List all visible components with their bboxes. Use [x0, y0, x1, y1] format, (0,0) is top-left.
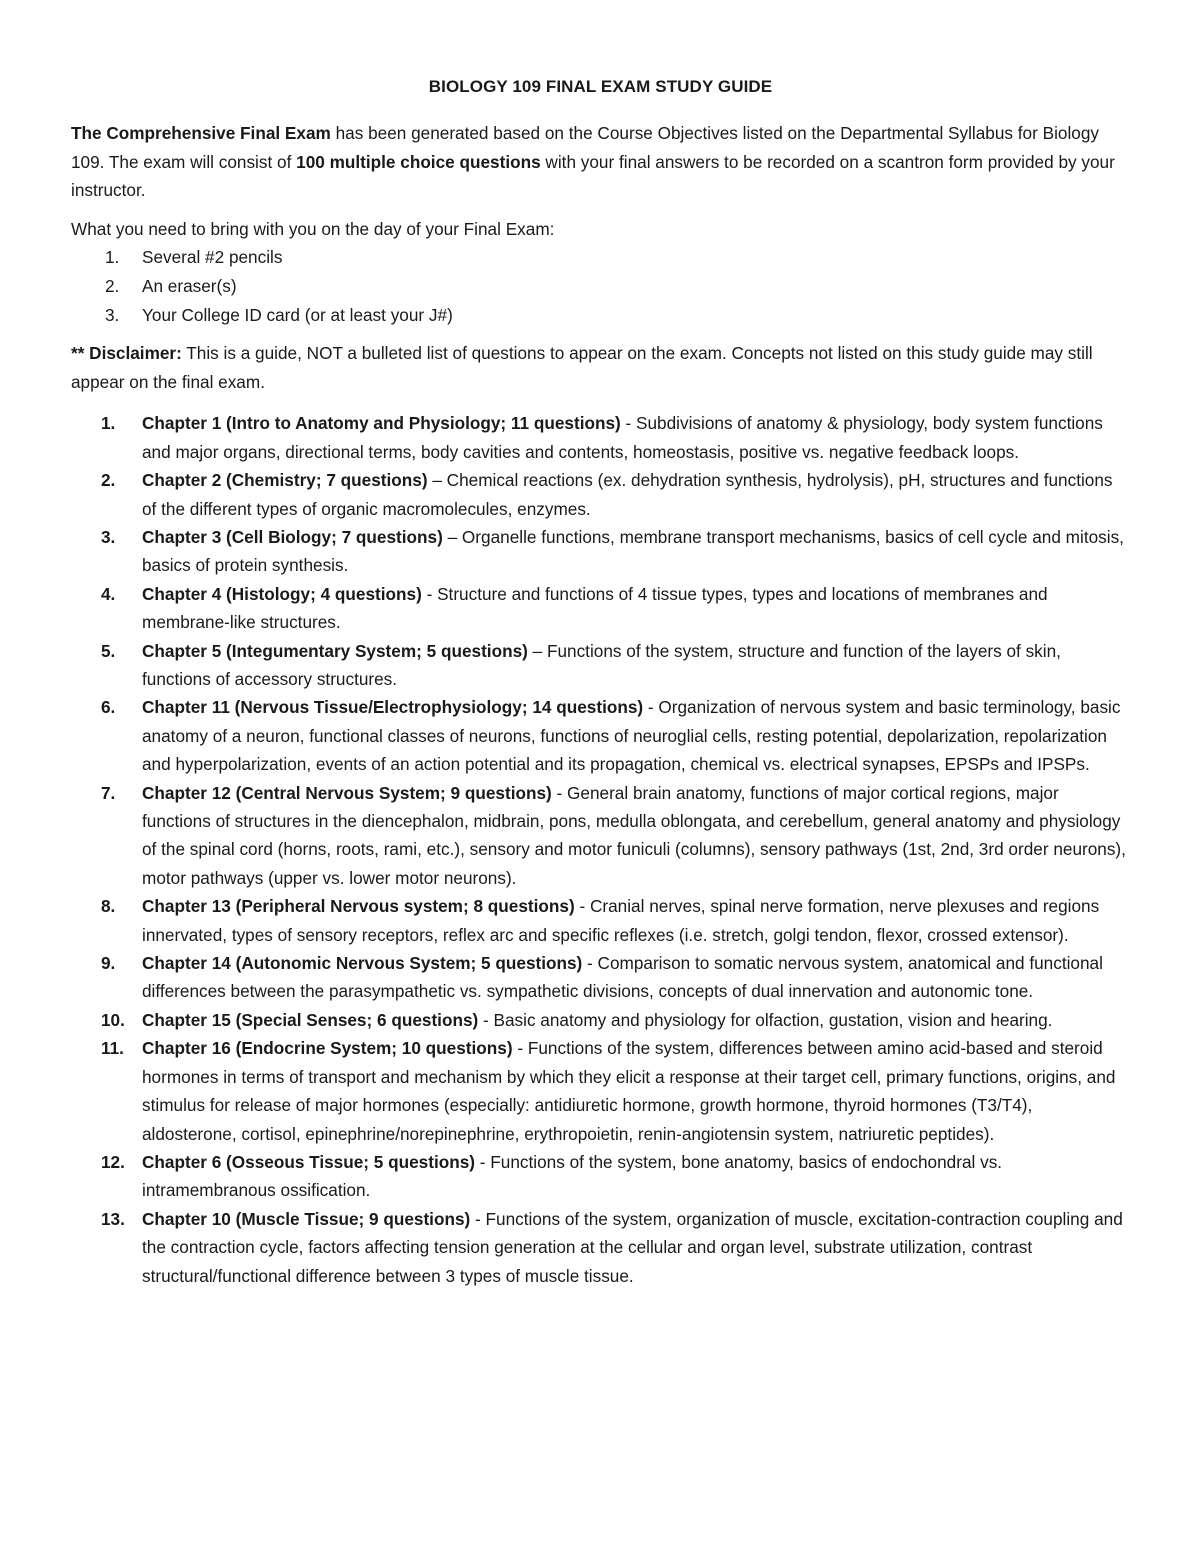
- chapter-item-3: [71, 523, 1130, 580]
- chapter-body: - Comparison to somatic nervous system, anatomical and functional differences between the parasympathetic vs. sympathetic divisions, concepts of dual innervation and autonomic tone.: [142, 953, 1103, 1002]
- chapter-item-11: [71, 1034, 1130, 1148]
- chapter-item-1: [71, 409, 1130, 466]
- document-title: BIOLOGY 109 FINAL EXAM STUDY GUIDE: [428, 77, 773, 96]
- bring-lead: What you need to bring with you on the day of your Final Exam:: [71, 218, 555, 239]
- bring-item-text: Your College ID card (or at least your J#): [142, 304, 453, 325]
- chapter-number: 12.: [101, 1151, 125, 1172]
- chapter-number: 4.: [101, 583, 116, 604]
- chapter-heading: Chapter 13 (Peripheral Nervous system; 8 questions): [142, 896, 575, 917]
- chapter-heading: Chapter 2 (Chemistry; 7 questions): [142, 470, 428, 491]
- bring-item-number: 3.: [105, 304, 120, 325]
- chapter-heading: Chapter 10 (Muscle Tissue; 9 questions): [142, 1208, 471, 1229]
- chapter-item-4: [71, 580, 1130, 637]
- chapter-number: 5.: [101, 640, 116, 661]
- chapter-heading: Chapter 3 (Cell Biology; 7 questions): [142, 526, 443, 547]
- chapter-body: – Organelle functions, membrane transport mechanisms, basics of cell cycle and mitosis, basics of protein synthesis.: [142, 526, 1124, 576]
- bring-item-text: Several #2 pencils: [142, 247, 283, 268]
- chapter-number: 8.: [101, 896, 116, 917]
- chapter-body: - Functions of the system, differences between amino acid-based and steroid hormones in terms of transport and mechanism by which they elicit a response at their target cell, primary functions, origins, and stimulus for release of major hormones (especially: antidiuretic hormone, growth hormone, thyroid hormones (T3/T4), aldosterone, cortisol, epinephrine/norepinephrine, erythropoietin, renin-angiotensin system, natriuretic peptides).: [142, 1038, 1116, 1144]
- chapter-number: 10.: [101, 1009, 125, 1030]
- chapter-number: 6.: [101, 697, 116, 718]
- chapter-body: - Functions of the system, organization of muscle, excitation-contraction coupling and the contraction cycle, factors affecting tension generation at the cellular and organ level, substrate utilization, contrast structural/functional difference between 3 types of muscle tissue.: [142, 1208, 1123, 1286]
- disclaimer-text: This is a guide, NOT a bulleted list of questions to appear on the exam. Concepts not listed on this study guide may still appear on the final exam.: [71, 343, 1093, 392]
- chapter-body: - General brain anatomy, functions of major cortical regions, major functions of structures in the diencephalon, midbrain, pons, medulla oblongata, and cerebellum, general anatomy and physiology of the spinal cord (horns, roots, rami, etc.), sensory and motor funiculi (columns), sensory pathways (1st, 2nd, 3rd order neurons), motor pathways (upper vs. lower motor neurons).: [142, 782, 1126, 888]
- intro-bold-1: The Comprehensive Final Exam: [71, 123, 331, 143]
- chapter-item-12: [71, 1148, 1130, 1205]
- chapter-body: - Subdivisions of anatomy & physiology, body system functions and major organs, directional terms, body cavities and contents, homeostasis, positive vs. negative feedback loops.: [142, 413, 1103, 462]
- chapter-number: 2.: [101, 470, 116, 491]
- chapter-body: - Cranial nerves, spinal nerve formation, nerve plexuses and regions innervated, types of sensory receptors, reflex arc and specific reflexes (i.e. stretch, golgi tendon, flexor, crossed extensor).: [142, 896, 1100, 945]
- chapter-heading: Chapter 14 (Autonomic Nervous System; 5 questions): [142, 953, 583, 974]
- disclaimer-paragraph: [71, 339, 1130, 396]
- bring-item: [71, 272, 1130, 301]
- chapter-item-10: [71, 1006, 1130, 1034]
- chapter-body: – Chemical reactions (ex. dehydration synthesis, hydrolysis), pH, structures and functions of the different types of organic macromolecules, enzymes.: [142, 470, 1113, 519]
- bring-item-number: 2.: [105, 275, 120, 296]
- chapter-heading: Chapter 5 (Integumentary System; 5 questions): [142, 640, 528, 661]
- chapter-body: - Basic anatomy and physiology for olfaction, gustation, vision and hearing.: [478, 1009, 1053, 1030]
- chapter-item-2: [71, 466, 1130, 523]
- chapter-heading: Chapter 12 (Central Nervous System; 9 questions): [142, 782, 552, 803]
- chapter-item-13: [71, 1205, 1130, 1290]
- chapter-item-5: [71, 637, 1130, 694]
- chapter-heading: Chapter 11 (Nervous Tissue/Electrophysiology; 14 questions): [142, 697, 644, 718]
- chapter-number: 9.: [101, 953, 116, 974]
- chapter-number: 11.: [101, 1038, 124, 1059]
- chapter-heading: Chapter 1 (Intro to Anatomy and Physiology; 11 questions): [142, 413, 621, 434]
- chapter-item-9: [71, 949, 1130, 1006]
- chapter-heading: Chapter 6 (Osseous Tissue; 5 questions): [142, 1151, 476, 1172]
- bring-item: [71, 243, 1130, 272]
- chapter-item-7: [71, 779, 1130, 893]
- chapter-item-6: [71, 693, 1130, 778]
- bring-item: [71, 301, 1130, 330]
- chapter-number: 1.: [101, 413, 116, 434]
- chapter-item-8: [71, 892, 1130, 949]
- chapter-heading: Chapter 4 (Histology; 4 questions): [142, 583, 422, 604]
- intro-text-2: with your final answers to be recorded on a scantron form provided by your instructor.: [71, 151, 1115, 201]
- intro-bold-2: 100 multiple choice questions: [296, 151, 541, 172]
- chapter-number: 3.: [101, 526, 116, 547]
- chapter-number: 13.: [101, 1208, 125, 1229]
- chapter-body: - Functions of the system, bone anatomy, basics of endochondral vs. intramembranous ossification.: [142, 1151, 1003, 1201]
- bring-item-text: An eraser(s): [142, 275, 237, 296]
- chapter-heading: Chapter 16 (Endocrine System; 10 questions): [142, 1038, 513, 1059]
- chapter-list: [71, 409, 1130, 1290]
- disclaimer-label: ** Disclaimer:: [71, 343, 182, 364]
- bring-list: [71, 243, 1130, 329]
- chapter-number: 7.: [101, 782, 116, 803]
- chapter-body: – Functions of the system, structure and function of the layers of skin, functions of accessory structures.: [142, 640, 1061, 689]
- chapter-heading: Chapter 15 (Special Senses; 6 questions): [142, 1009, 479, 1030]
- chapter-body: - Organization of nervous system and basic terminology, basic anatomy of a neuron, functional classes of neurons, functions of neuroglial cells, resting potential, depolarization, repolarization and hyperpolarization, events of an action potential and its propagation, chemical vs. electrical synapses, EPSPs and IPSPs.: [142, 697, 1121, 775]
- bring-item-number: 1.: [105, 247, 120, 268]
- intro-paragraph: [71, 119, 1130, 205]
- intro-text-1: has been generated based on the Course Objectives listed on the Departmental Syllabus for Biology 109. The exam will consist of: [71, 123, 1099, 172]
- chapter-body: - Structure and functions of 4 tissue types, types and locations of membranes and membrane-like structures.: [142, 583, 1048, 633]
